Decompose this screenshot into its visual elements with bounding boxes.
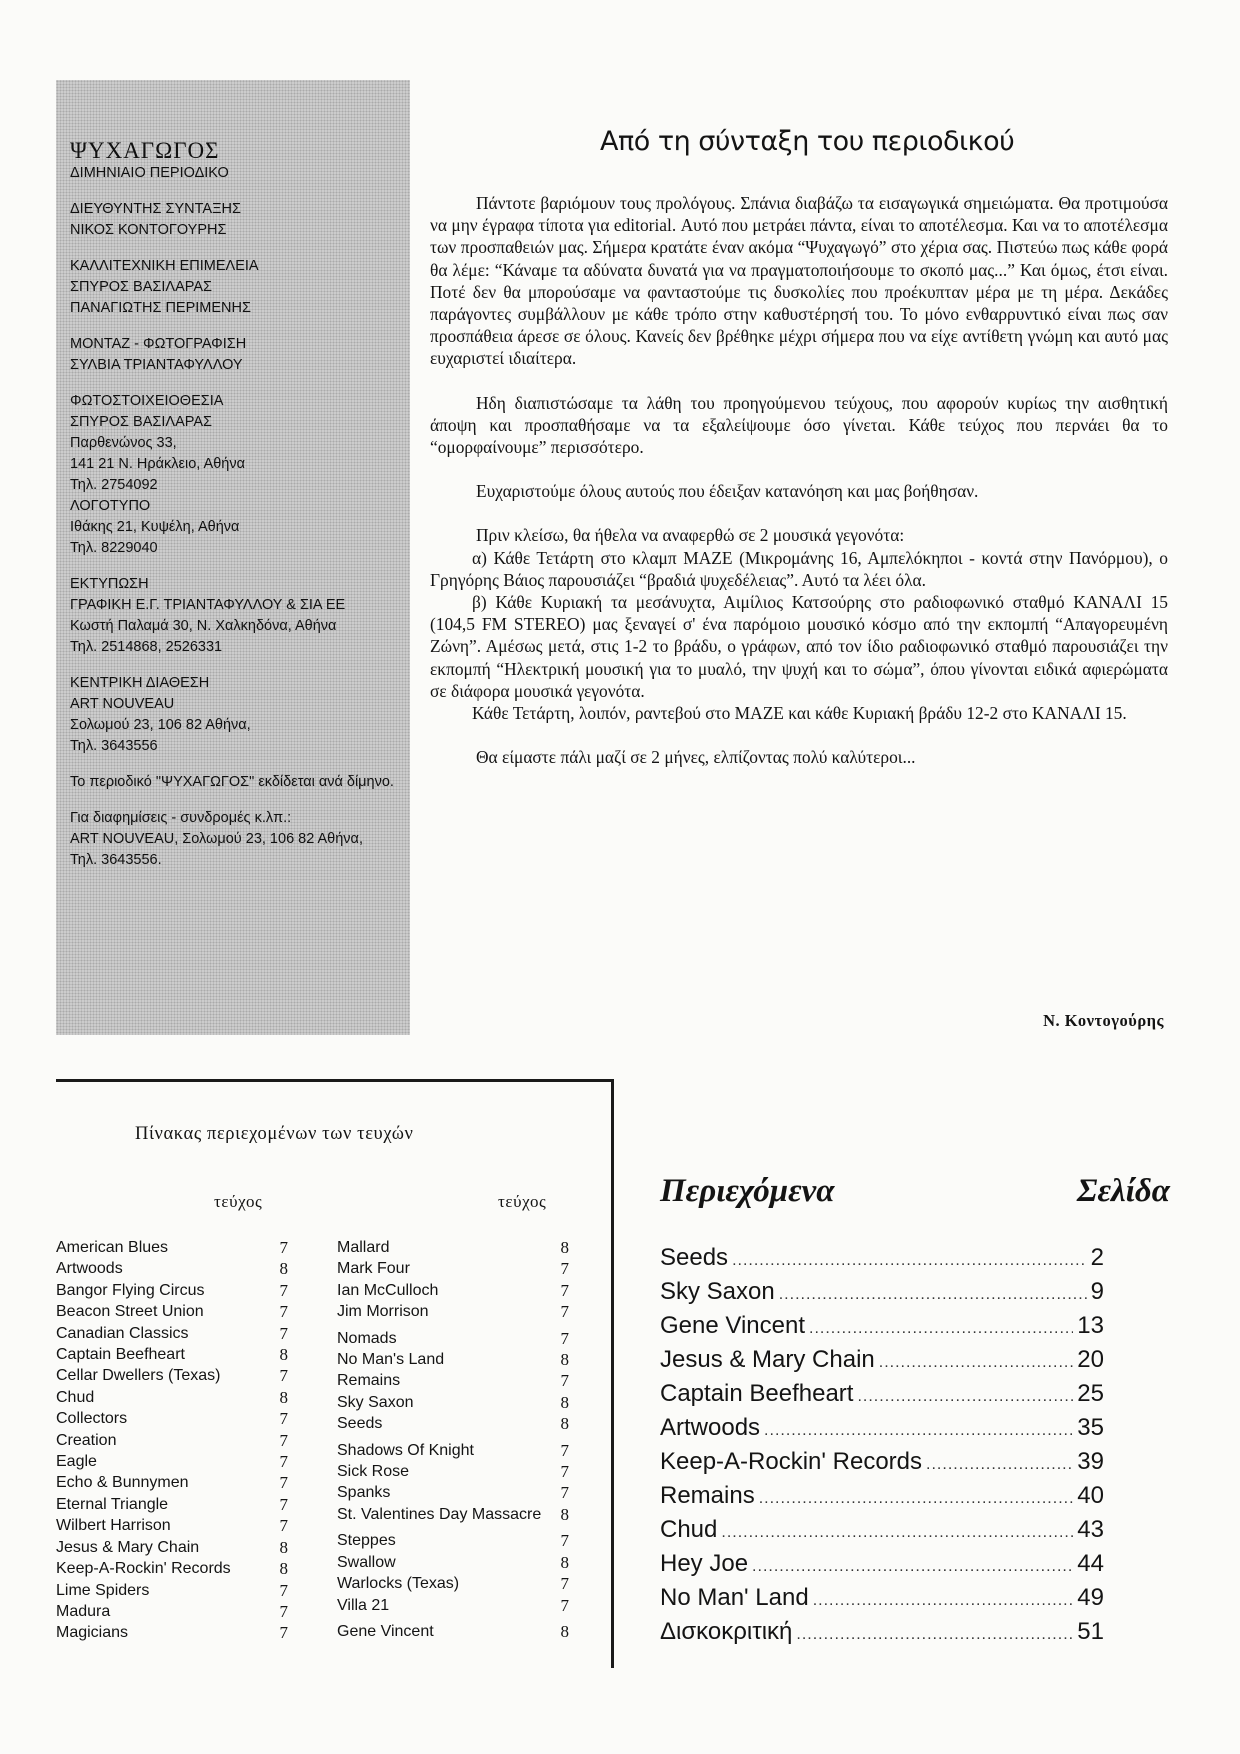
index-band-name: Mark Four xyxy=(337,1260,410,1278)
credit-block xyxy=(70,256,410,319)
contents-row xyxy=(660,1480,1104,1514)
index-row xyxy=(337,1573,569,1594)
credit-block xyxy=(70,673,410,757)
masthead-credits xyxy=(70,199,410,757)
credit-line: Τηλ. 8229040 xyxy=(70,540,158,556)
contents-row xyxy=(660,1548,1104,1582)
index-row xyxy=(56,1387,288,1408)
contents-row xyxy=(660,1344,1104,1378)
contents-entry-title: Remains xyxy=(660,1482,755,1509)
index-band-name: Ian McCulloch xyxy=(337,1281,439,1299)
index-band-name: Villa 21 xyxy=(337,1596,390,1614)
index-row xyxy=(56,1430,288,1451)
index-issue-number: 7 xyxy=(279,1302,288,1322)
index-row xyxy=(337,1413,569,1434)
index-band-name: Artwoods xyxy=(56,1260,123,1278)
contents-page-number: 20 xyxy=(1077,1346,1104,1373)
index-issue-number: 7 xyxy=(279,1430,288,1450)
index-row xyxy=(337,1328,569,1349)
index-band-name: No Man's Land xyxy=(337,1351,445,1369)
index-row xyxy=(337,1461,569,1482)
index-issue-number: 8 xyxy=(560,1552,569,1572)
editorial-paragraph: β) Κάθε Κυριακή τα μεσάνυχτα, Αιμίλιος Κατσούρης στο ραδιοφωνικό σταθμό ΚΑΝΑΛΙ 15 (104,5 FM STEREO) μας ξεναγεί σ' ένα παρόμοιο μουσικό κόσμο από την εκπομπή “Απαγορευμένη Ζώνη”. Αμέσως μετά, στις 1-2 το βράδυ, ο γράφων, από τον ίδιο ραδιοφωνικό σταθμό παρουσιάζει την εκπομπή “Ηλεκτρική μουσική για το μυαλό, την ψυχή και το σώμα”, όπου γίνονται ειδικά αφιερώματα σε διάφορα μουσικά γεγονότα. xyxy=(430,592,1168,701)
index-issue-number: 7 xyxy=(560,1302,569,1322)
index-issue-number: 8 xyxy=(560,1504,569,1524)
index-band-name: Nomads xyxy=(337,1329,397,1347)
index-row xyxy=(337,1595,569,1616)
contents-entry-title: Gene Vincent xyxy=(660,1312,805,1339)
contents-page-number: 9 xyxy=(1090,1278,1104,1305)
index-band-name: Madura xyxy=(56,1602,111,1620)
index-row xyxy=(56,1408,288,1429)
index-row xyxy=(337,1258,569,1279)
index-band-name: St. Valentines Day Massacre xyxy=(337,1505,542,1523)
contents-page-number: 2 xyxy=(1090,1244,1104,1271)
index-issue-number: 8 xyxy=(279,1559,288,1579)
index-column-2 xyxy=(337,1237,569,1642)
editorial-paragraph: Πριν κλείσω, θα ήθελα να αναφερθώ σε 2 μουσικά γεγονότα: xyxy=(476,525,905,546)
contents-page-number: 49 xyxy=(1077,1584,1104,1611)
credit-line: ART NOUVEAU xyxy=(70,696,175,712)
index-row xyxy=(337,1392,569,1413)
index-band-name: Gene Vincent xyxy=(337,1622,434,1640)
credit-line: ΚΑΛΛΙΤΕΧΝΙΚΗ ΕΠΙΜΕΛΕΙΑ xyxy=(70,258,259,274)
credit-line: Τηλ. 2514868, 2526331 xyxy=(70,639,223,655)
dot-leader xyxy=(732,1245,1087,1276)
index-row xyxy=(337,1440,569,1461)
editorial-paragraph: Κάθε Τετάρτη, λοιπόν, ραντεβού στο MAZE και κάθε Κυριακή βράδυ 12-2 στο ΚΑΝΑΛΙ 15. xyxy=(472,703,1127,724)
contents-entry-title: Hey Joe xyxy=(660,1550,749,1577)
index-row xyxy=(56,1472,288,1493)
dot-leader xyxy=(813,1585,1074,1616)
masthead-box xyxy=(56,80,410,1035)
contents-row xyxy=(660,1276,1104,1310)
index-issue-number: 7 xyxy=(279,1366,288,1386)
index-band-name: Warlocks (Texas) xyxy=(337,1575,460,1593)
contents-page-number: 51 xyxy=(1077,1618,1104,1645)
index-band-name: Chud xyxy=(56,1388,95,1406)
credit-line: ΣΥΛΒΙΑ ΤΡΙΑΝΤΑΦΥΛΛΟΥ xyxy=(70,357,243,373)
contents-page-number: 35 xyxy=(1077,1414,1104,1441)
index-band-name: Lime Spiders xyxy=(56,1581,150,1599)
magazine-title: ΨΥΧΑΓΩΓΟΣ xyxy=(70,138,220,163)
index-issue-number: 7 xyxy=(279,1601,288,1621)
index-row xyxy=(56,1558,288,1579)
index-title: Πίνακας περιεχομένων των τευχών xyxy=(135,1124,414,1144)
index-band-name: Shadows Of Knight xyxy=(337,1441,474,1459)
contents-page-number: 43 xyxy=(1077,1516,1104,1543)
index-band-name: Spanks xyxy=(337,1484,391,1502)
credit-block xyxy=(70,391,410,559)
index-band-name: Cellar Dwellers (Texas) xyxy=(56,1367,221,1385)
credit-line: ΣΠΥΡΟΣ ΒΑΣΙΛΑΡΑΣ xyxy=(70,414,212,430)
editorial-signature: Ν. Κοντογούρης xyxy=(1043,1011,1164,1030)
credit-line: ΔΙΕΥΘΥΝΤΗΣ ΣΥΝΤΑΞΗΣ xyxy=(70,201,241,217)
index-band-name: Collectors xyxy=(56,1410,128,1428)
index-band-name: Creation xyxy=(56,1431,117,1449)
index-issue-number: 7 xyxy=(279,1494,288,1514)
index-band-name: American Blues xyxy=(56,1239,169,1256)
index-issue-number: 8 xyxy=(560,1238,569,1257)
index-issue-number: 7 xyxy=(560,1462,569,1482)
index-row xyxy=(337,1530,569,1551)
index-issue-number: 8 xyxy=(279,1537,288,1557)
contents-row xyxy=(660,1616,1104,1650)
editorial-closing: Θα είμαστε πάλι μαζί σε 2 μήνες, ελπίζοντας πολύ καλύτεροι... xyxy=(476,747,916,768)
contents-entry-title: Jesus & Mary Chain xyxy=(660,1346,875,1373)
editorial-paragraph: Ηδη διαπιστώσαμε τα λάθη του προηγούμενου τεύχους, που αφορούν κυρίως την αισθητική άποψη και προσπαθήσαμε να τα εξαλείψουμε όσο γίνεται. Κάθε τεύχος που περνάει θα το “ομορφαίνουμε” περισσότερο. xyxy=(430,392,1168,458)
dot-leader xyxy=(721,1517,1073,1548)
masthead-note: Το περιοδικό "ΨΥΧΑΓΩΓΟΣ" εκδίδεται ανά δίμηνο. xyxy=(70,774,394,790)
index-issue-number: 7 xyxy=(279,1473,288,1493)
index-row xyxy=(56,1451,288,1472)
contents-entry-title: Chud xyxy=(660,1516,718,1543)
credit-block xyxy=(70,199,410,241)
index-issue-number: 7 xyxy=(560,1440,569,1460)
credit-line: Παρθενώνος 33, xyxy=(70,435,177,451)
credit-line: ΓΡΑΦΙΚΗ Ε.Γ. ΤΡΙΑΝΤΑΦΥΛΛΟΥ & ΣΙΑ ΕΕ xyxy=(70,597,346,613)
index-band-name: Sky Saxon xyxy=(337,1393,414,1411)
index-band-name: Swallow xyxy=(337,1553,396,1571)
index-issue-number: 8 xyxy=(560,1350,569,1370)
index-row xyxy=(337,1301,569,1322)
index-row xyxy=(56,1515,288,1536)
contents-row xyxy=(660,1310,1104,1344)
index-issue-number: 7 xyxy=(279,1452,288,1472)
credit-line: ΜΟΝΤΑΖ - ΦΩΤΟΓΡΑΦΙΣΗ xyxy=(70,336,247,352)
index-band-name: Beacon Street Union xyxy=(56,1303,204,1321)
editorial-paragraph: α) Κάθε Τετάρτη στο κλαμπ MAZE (Μικρομάνης 16, Αμπελόκηποι - κοντά στην Πανόρμου), ο Γρηγόρης Βάιος παρουσιάζει “βραδιά ψυχεδέλειας”. Αυτό τα λέει όλα. xyxy=(430,547,1168,590)
contents-entry-title: Seeds xyxy=(660,1244,729,1271)
contents-page-number: 40 xyxy=(1077,1482,1104,1509)
index-issue-number: 7 xyxy=(560,1280,569,1300)
contents-page-number: 25 xyxy=(1077,1380,1104,1407)
contents-row xyxy=(660,1514,1104,1548)
index-row xyxy=(56,1280,288,1301)
index-row xyxy=(56,1494,288,1515)
index-band-name: Keep-A-Rockin' Records xyxy=(56,1560,231,1578)
contents-page-number: 44 xyxy=(1077,1550,1104,1577)
index-issue-number: 7 xyxy=(279,1323,288,1343)
index-row xyxy=(337,1280,569,1301)
index-band-name: Jim Morrison xyxy=(337,1303,429,1321)
contents-row xyxy=(660,1446,1104,1480)
index-band-name: Eagle xyxy=(56,1453,97,1471)
index-row xyxy=(56,1365,288,1386)
index-band-name: Echo & Bunnymen xyxy=(56,1474,189,1492)
index-issue-number: 8 xyxy=(279,1387,288,1407)
issue-column-header: τεύχος xyxy=(498,1192,547,1211)
dot-leader xyxy=(796,1619,1073,1650)
index-issue-number: 7 xyxy=(279,1623,288,1643)
editorial-title: Από τη σύνταξη του περιοδικού xyxy=(600,126,1015,157)
credit-line: Ιθάκης 21, Κυψέλη, Αθήνα xyxy=(70,519,240,535)
index-row xyxy=(56,1323,288,1344)
index-row xyxy=(337,1349,569,1370)
dot-leader xyxy=(752,1551,1073,1582)
index-band-name: Captain Beefheart xyxy=(56,1346,185,1364)
index-issue-number: 7 xyxy=(279,1280,288,1300)
dot-leader xyxy=(779,1279,1087,1310)
dot-leader xyxy=(926,1449,1073,1480)
index-issue-number: 8 xyxy=(560,1621,569,1641)
index-band-name: Eternal Triangle xyxy=(56,1495,169,1513)
index-issue-number: 7 xyxy=(279,1580,288,1600)
contents-row xyxy=(660,1582,1104,1616)
credit-line: ΣΠΥΡΟΣ ΒΑΣΙΛΑΡΑΣ xyxy=(70,279,212,295)
dot-leader xyxy=(857,1381,1073,1412)
index-band-name: Wilbert Harrison xyxy=(56,1517,171,1535)
credit-line: Κωστή Παλαμά 30, Ν. Χαλκηδόνα, Αθήνα xyxy=(70,618,337,634)
index-row xyxy=(56,1344,288,1365)
index-band-name: Sick Rose xyxy=(337,1463,410,1481)
index-row xyxy=(337,1370,569,1391)
index-band-name: Canadian Classics xyxy=(56,1324,189,1342)
contents-row xyxy=(660,1242,1104,1276)
index-issue-number: 7 xyxy=(560,1531,569,1551)
index-row xyxy=(56,1580,288,1601)
index-issue-number: 7 xyxy=(279,1409,288,1429)
index-band-name: Steppes xyxy=(337,1532,396,1550)
index-issue-number: 8 xyxy=(279,1259,288,1279)
contents-header xyxy=(660,1173,1170,1210)
contents-entry-title: Artwoods xyxy=(660,1414,761,1441)
credit-line: ΝΙΚΟΣ ΚΟΝΤΟΓΟΥΡΗΣ xyxy=(70,222,227,238)
index-row xyxy=(337,1621,569,1642)
index-row xyxy=(56,1301,288,1322)
credit-line: ΦΩΤΟΣΤΟΙΧΕΙΟΘΕΣΙΑ xyxy=(70,393,224,409)
editorial-paragraph: Πάντοτε βαριόμουν τους προλόγους. Σπάνια διαβάζω τα εισαγωγικά σημειώματα. Θα προτιμούσα να μην έγραφα τίποτα για editorial. Αυτό που μετράει πάντα, είναι το αποτέλεσμα. Και να το αποτέλεσμα των προσπαθειών μας. Σήμερα κρατάτε έναν ακόμα “Ψυχαγωγό” στο χέρια σας. Πιστεύω πως κάθε φορά θα λέμε: “Κάναμε τα αδύνατα δυνατά για να πραγματοποιήσουμε το σκοπό μας...” Και όμως, έτσι είναι. Ποτέ δεν θα μπορούσαμε να φανταστούμε τις δυσκολίες που προέκυπταν μέρα με τη μέρα. Δεκάδες παράγοντες συμβάλλουν με κάθε τρόπο στην καθυστέρησή του. Το μόνο ενθαρρυντικό είναι πως σαν προσπάθεια άρεσε σε όλους. Κανείς δεν βρέθηκε μέχρι σήμερα που να είχε αντίθετη γνώμη και αυτό μας ευχαριστεί ιδιαίτερα. xyxy=(430,193,1168,369)
dot-leader xyxy=(759,1483,1074,1514)
index-row xyxy=(337,1504,569,1525)
credit-line: ΠΑΝΑΓΙΩΤΗΣ ΠΕΡΙΜΕΝΗΣ xyxy=(70,300,251,316)
contents-entry-title: Captain Beefheart xyxy=(660,1380,854,1407)
page-column-label: Σελίδα xyxy=(1077,1173,1170,1209)
contents-entry-title: Δισκοκριτική xyxy=(660,1618,793,1645)
index-issue-number: 7 xyxy=(560,1259,569,1279)
index-issue-number: 7 xyxy=(279,1238,288,1257)
magazine-subtitle: ΔΙΜΗΝΙΑΙΟ ΠΕΡΙΟΔΙΚΟ xyxy=(70,165,229,181)
contents-page-number: 13 xyxy=(1077,1312,1104,1339)
index-issue-number: 8 xyxy=(560,1414,569,1434)
credit-line: Τηλ. 2754092 xyxy=(70,477,158,493)
index-band-name: Bangor Flying Circus xyxy=(56,1281,205,1299)
index-band-name: Remains xyxy=(337,1372,401,1390)
credit-line: 141 21 Ν. Ηράκλειο, Αθήνα xyxy=(70,456,245,472)
index-issue-number: 7 xyxy=(560,1328,569,1348)
editorial-text xyxy=(430,192,1168,768)
index-row xyxy=(56,1601,288,1622)
index-row xyxy=(56,1237,288,1258)
index-band-name: Seeds xyxy=(337,1415,383,1433)
credit-block xyxy=(70,334,410,376)
index-band-name: Mallard xyxy=(337,1239,390,1256)
dot-leader xyxy=(879,1347,1074,1378)
contents-entry-title: Keep-A-Rockin' Records xyxy=(660,1448,923,1475)
editorial-paragraph: Ευχαριστούμε όλους αυτούς που έδειξαν κατανόηση και μας βοήθησαν. xyxy=(476,481,979,502)
credit-line: Τηλ. 3643556 xyxy=(70,738,158,754)
index-issue-number: 7 xyxy=(279,1516,288,1536)
index-row xyxy=(337,1482,569,1503)
index-column-1 xyxy=(56,1237,288,1644)
index-row xyxy=(337,1237,569,1258)
contents-entry-title: No Man' Land xyxy=(660,1584,809,1611)
credit-block xyxy=(70,574,410,658)
index-row xyxy=(56,1622,288,1643)
index-issue-number: 8 xyxy=(560,1392,569,1412)
index-issue-number: 7 xyxy=(560,1371,569,1391)
index-issue-number: 7 xyxy=(560,1483,569,1503)
credit-line: ΕΚΤΥΠΩΣΗ xyxy=(70,576,149,592)
index-row xyxy=(56,1537,288,1558)
credit-line: ΚΕΝΤΡΙΚΗ ΔΙΑΘΕΣΗ xyxy=(70,675,210,691)
issue-column-header: τεύχος xyxy=(214,1192,263,1211)
contents-page-number: 39 xyxy=(1077,1448,1104,1475)
contents-row xyxy=(660,1412,1104,1446)
masthead-ads-info: Για διαφημίσεις - συνδρομές κ.λπ.: ART NOUVEAU, Σολωμού 23, 106 82 Αθήνα, Τηλ. 3643556. xyxy=(70,810,363,868)
contents-row xyxy=(660,1378,1104,1412)
credit-line: Σολωμού 23, 106 82 Αθήνα, xyxy=(70,717,251,733)
index-issue-number: 7 xyxy=(560,1595,569,1615)
contents-title: Περιεχόμενα xyxy=(660,1173,835,1209)
dot-leader xyxy=(809,1313,1073,1344)
index-band-name: Jesus & Mary Chain xyxy=(56,1538,200,1556)
contents-list xyxy=(660,1242,1104,1650)
dot-leader xyxy=(764,1415,1073,1446)
credit-line: ΛΟΓΟΤΥΠΟ xyxy=(70,498,151,514)
index-band-name: Magicians xyxy=(56,1624,129,1642)
contents-entry-title: Sky Saxon xyxy=(660,1278,775,1305)
index-row xyxy=(56,1258,288,1279)
index-issue-number: 7 xyxy=(560,1574,569,1594)
index-issue-number: 8 xyxy=(279,1345,288,1365)
index-row xyxy=(337,1552,569,1573)
